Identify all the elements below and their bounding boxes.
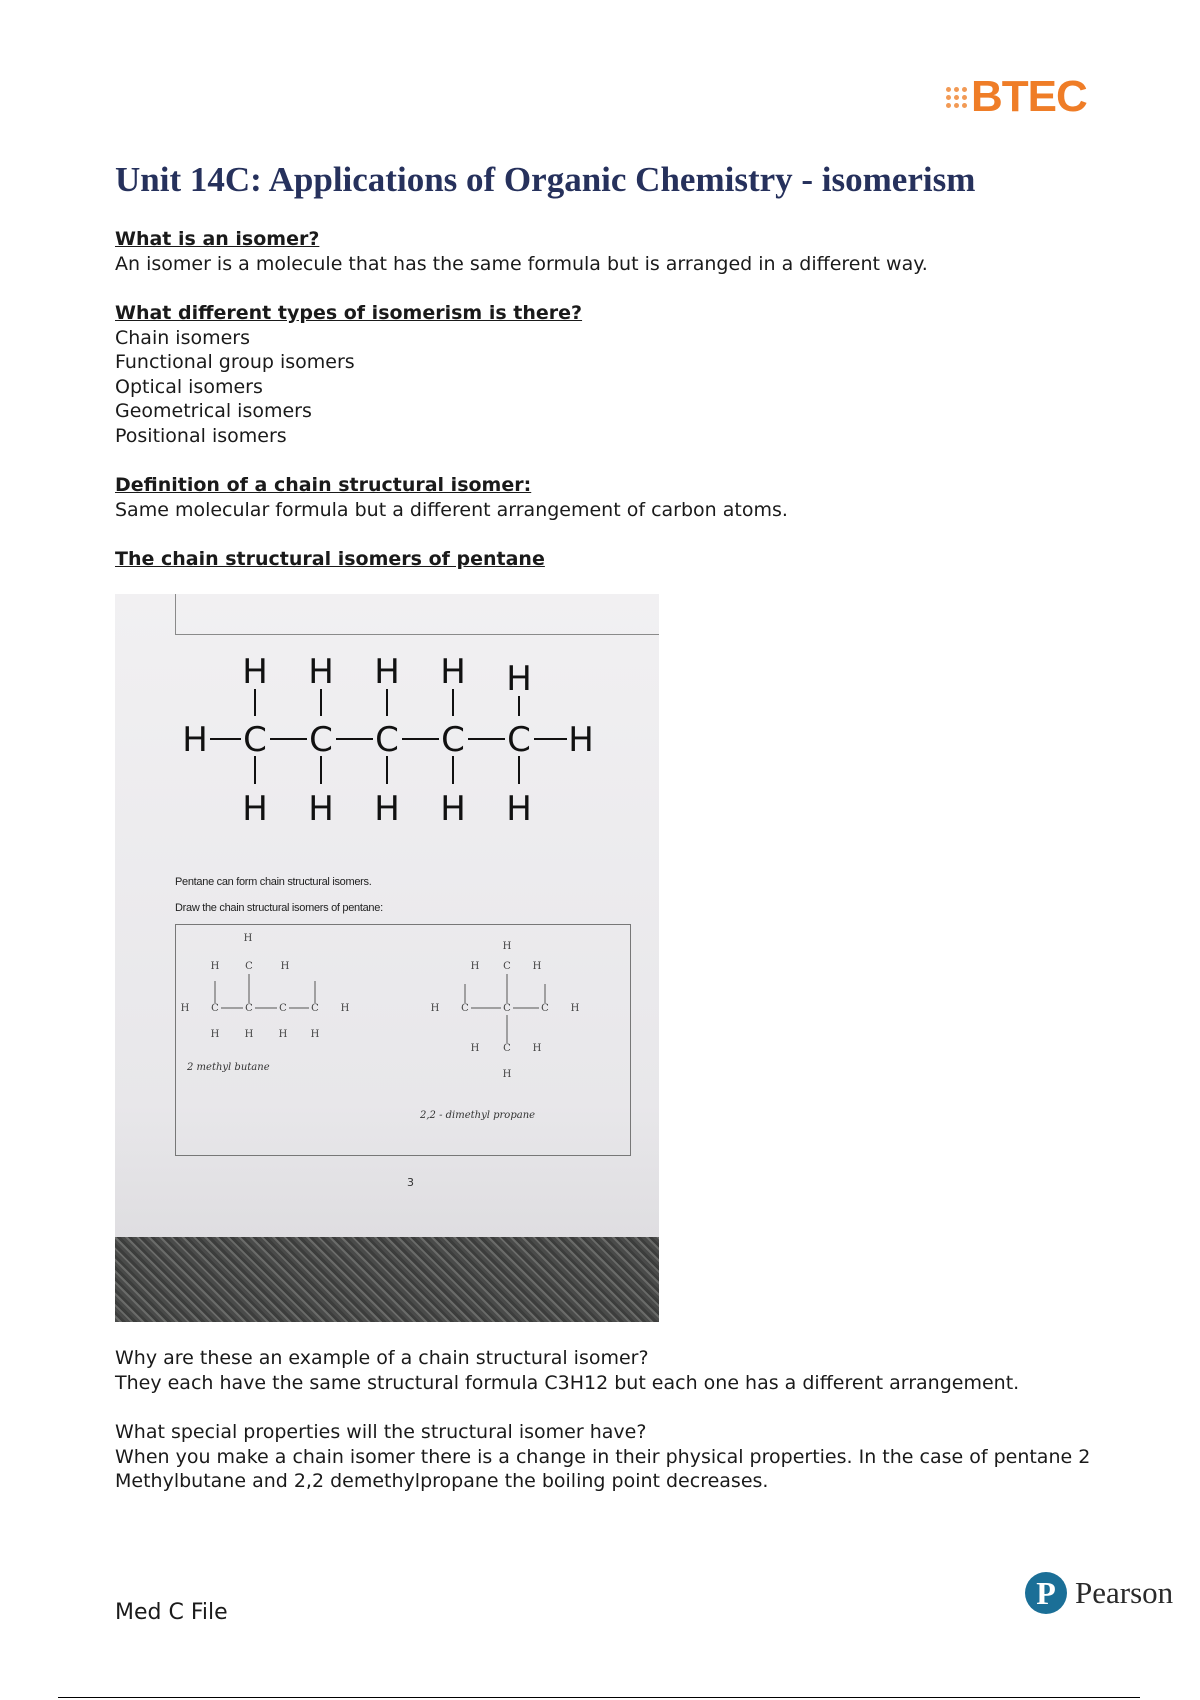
handwritten-isomers-drawing bbox=[145, 929, 625, 1119]
document-body bbox=[115, 227, 1105, 572]
svg-text:H: H bbox=[340, 1003, 350, 1014]
svg-text:H: H bbox=[502, 941, 512, 952]
svg-text:H: H bbox=[374, 656, 400, 692]
svg-text:H: H bbox=[242, 656, 268, 692]
svg-text:H: H bbox=[244, 1029, 254, 1040]
svg-text:C: C bbox=[541, 1003, 549, 1014]
svg-text:C: C bbox=[311, 1003, 319, 1014]
svg-text:H: H bbox=[470, 961, 480, 972]
svg-text:H: H bbox=[374, 789, 400, 829]
svg-text:H: H bbox=[506, 789, 532, 829]
svg-text:C: C bbox=[245, 961, 253, 972]
footer-file-label: Med C File bbox=[115, 1600, 228, 1625]
list-item: Optical isomers bbox=[115, 375, 263, 398]
document-body-lower bbox=[115, 1346, 1105, 1494]
svg-text:C: C bbox=[503, 1003, 511, 1014]
properties-answer: When you make a chain isomer there is a change in their physical properties. In the case of pentane 2 Methylbutane and 2,2 demethylpropane the boiling point decreases. bbox=[115, 1445, 1091, 1492]
svg-text:H: H bbox=[568, 720, 594, 760]
svg-text:C: C bbox=[441, 720, 465, 760]
handwritten-label-1: 2 methyl butane bbox=[187, 1062, 270, 1073]
types-question: What different types of isomerism is there? bbox=[115, 302, 583, 324]
svg-text:H: H bbox=[430, 1003, 440, 1014]
svg-text:C: C bbox=[211, 1003, 219, 1014]
properties-question: What special properties will the structural isomer have? bbox=[115, 1421, 647, 1443]
isomer-question: What is an isomer? bbox=[115, 228, 320, 250]
svg-text:H: H bbox=[308, 656, 334, 692]
types-list bbox=[115, 326, 1105, 449]
photo-caption-1: Pentane can form chain structural isomers. bbox=[175, 876, 372, 888]
svg-text:C: C bbox=[375, 720, 399, 760]
photo-table-surface bbox=[115, 1237, 659, 1322]
handwritten-label-2: 2,2 - dimethyl propane bbox=[420, 1110, 536, 1121]
footer-rule bbox=[58, 1697, 1140, 1698]
svg-text:C: C bbox=[279, 1003, 287, 1014]
svg-text:H: H bbox=[502, 1069, 512, 1080]
svg-text:H: H bbox=[182, 720, 208, 760]
list-item: Functional group isomers bbox=[115, 351, 355, 373]
svg-text:H: H bbox=[243, 933, 253, 944]
why-answer: They each have the same structural formula C3H12 but each one has a different arrangement. bbox=[115, 1371, 1020, 1394]
svg-text:H: H bbox=[210, 1029, 220, 1040]
svg-text:H: H bbox=[280, 961, 290, 972]
chain-definition-heading: Definition of a chain structural isomer: bbox=[115, 474, 532, 496]
photo-caption-2: Draw the chain structural isomers of pentane: bbox=[175, 902, 383, 914]
list-item: Chain isomers bbox=[115, 326, 251, 349]
svg-text:C: C bbox=[507, 720, 531, 760]
svg-text:H: H bbox=[440, 789, 466, 829]
photo-top-box bbox=[175, 594, 659, 635]
page-title: Unit 14C: Applications of Organic Chemistry - isomerism bbox=[115, 160, 976, 199]
pearson-p-icon: P bbox=[1025, 1572, 1067, 1614]
svg-text:H: H bbox=[440, 656, 466, 692]
isomer-answer: An isomer is a molecule that has the same formula but is arranged in a different way. bbox=[115, 252, 928, 275]
svg-text:H: H bbox=[308, 789, 334, 829]
pentane-structure-diagram bbox=[175, 656, 635, 856]
btec-dots-icon bbox=[946, 87, 967, 108]
list-item: Geometrical isomers bbox=[115, 400, 312, 422]
btec-logo-text: BTEC bbox=[971, 72, 1087, 121]
svg-text:H: H bbox=[242, 789, 268, 829]
photo-page-number: 3 bbox=[407, 1176, 414, 1189]
svg-text:H: H bbox=[532, 961, 542, 972]
svg-text:C: C bbox=[503, 1043, 511, 1054]
svg-text:C: C bbox=[245, 1003, 253, 1014]
pentane-heading: The chain structural isomers of pentane bbox=[115, 548, 545, 570]
svg-text:H: H bbox=[310, 1029, 320, 1040]
pearson-logo-text: Pearson bbox=[1075, 1575, 1174, 1610]
why-question: Why are these an example of a chain structural isomer? bbox=[115, 1347, 649, 1369]
svg-text:H: H bbox=[532, 1043, 542, 1054]
svg-text:H: H bbox=[180, 1003, 190, 1014]
svg-text:C: C bbox=[503, 961, 511, 972]
svg-text:H: H bbox=[210, 961, 220, 972]
svg-text:H: H bbox=[506, 659, 532, 699]
svg-text:C: C bbox=[309, 720, 333, 760]
list-item: Positional isomers bbox=[115, 424, 287, 447]
svg-text:H: H bbox=[470, 1043, 480, 1054]
worksheet-photo bbox=[115, 594, 659, 1322]
svg-text:H: H bbox=[278, 1029, 288, 1040]
svg-text:H: H bbox=[570, 1003, 580, 1014]
chain-definition-text: Same molecular formula but a different arrangement of carbon atoms. bbox=[115, 498, 788, 521]
pearson-logo bbox=[1025, 1572, 1173, 1614]
btec-logo bbox=[946, 70, 1087, 124]
svg-text:C: C bbox=[243, 720, 267, 760]
svg-text:C: C bbox=[461, 1003, 469, 1014]
